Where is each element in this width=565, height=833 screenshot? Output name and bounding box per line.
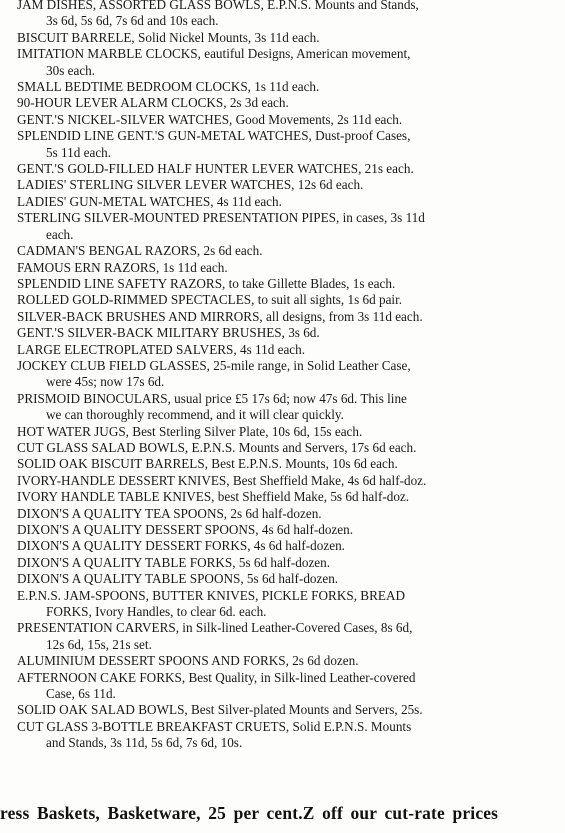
- advertisement-item: [0, 424, 565, 440]
- item-text: PRESENTATION CARVERS, in Silk-lined Leather-Covered Cases, 8s 6d,: [17, 620, 413, 636]
- advertisement-item: [0, 391, 565, 424]
- advertisement-item: [0, 653, 565, 669]
- item-text: SMALL BEDTIME BEDROOM CLOCKS, 1s 11d each.: [17, 79, 320, 95]
- advertisement-item: [0, 358, 565, 391]
- item-text: JAM DISHES, ASSORTED GLASS BOWLS, E.P.N.S. Mounts and Stands,: [17, 0, 419, 12]
- advertisement-item: [0, 440, 565, 456]
- advertisement-item: [0, 571, 565, 587]
- advertisement-item: [0, 194, 565, 210]
- item-text: DIXON'S A QUALITY DESSERT SPOONS, 4s 6d half-dozen.: [17, 522, 354, 537]
- advertisement-item: [0, 95, 565, 111]
- advertisement-item: [0, 260, 565, 276]
- advertisement-item: [0, 620, 565, 653]
- item-continuation: 5s 11d each.: [46, 144, 112, 160]
- advertisement-item: [0, 538, 565, 554]
- item-text: IMITATION MARBLE CLOCKS, eautiful Designs, American movement,: [17, 46, 411, 62]
- advertisement-item: [0, 276, 565, 292]
- item-text: JOCKEY CLUB FIELD GLASSES, 25-mile range, in Solid Leather Case,: [17, 357, 411, 373]
- advertisement-item: [0, 489, 565, 505]
- item-text: CUT GLASS SALAD BOWLS, E.P.N.S. Mounts and Servers, 17s 6d each.: [17, 439, 417, 455]
- advertisement-item: [0, 719, 565, 752]
- advertisement-item: [0, 325, 565, 341]
- item-continuation: each.: [46, 226, 74, 242]
- item-continuation: we can thoroughly recommend, and it will clear quickly.: [46, 407, 344, 423]
- advertisement-item: [0, 292, 565, 308]
- item-text: AFTERNOON CAKE FORKS, Best Quality, in Silk-lined Leather-covered: [17, 669, 416, 685]
- item-continuation: 12s 6d, 15s, 21s set.: [46, 636, 152, 652]
- advertisement-item: [0, 473, 565, 489]
- item-text: IVORY HANDLE TABLE KNIVES, best Sheffield Make, 5s 6d half-doz.: [17, 489, 410, 505]
- advertisement-item: [0, 506, 565, 522]
- advertisement-item: [0, 0, 565, 30]
- advertisement-item: [0, 702, 565, 718]
- item-text: LADIES' GUN-METAL WATCHES, 4s 11d each.: [17, 193, 282, 209]
- advertisement-item: [0, 588, 565, 621]
- item-continuation: FORKS, Ivory Handles, to clear 6d. each.: [46, 604, 267, 620]
- item-continuation: 3s 6d, 5s 6d, 7s 6d and 10s each.: [46, 13, 219, 29]
- item-text: LARGE ELECTROPLATED SALVERS, 4s 11d each.: [17, 341, 306, 357]
- item-text: CADMAN'S BENGAL RAZORS, 2s 6d each.: [17, 243, 263, 259]
- advertisement-item: [0, 210, 565, 243]
- item-text: ROLLED GOLD-RIMMED SPECTACLES, to suit all sights, 1s 6d pair.: [17, 292, 403, 308]
- item-text: SPLENDID LINE GENT.'S GUN-METAL WATCHES, Dust-proof Cases,: [17, 128, 411, 144]
- advertisement-item: [0, 112, 565, 128]
- item-text: GENT.'S NICKEL-SILVER WATCHES, Good Movements, 2s 11d each.: [17, 111, 403, 127]
- item-text: GENT.'S SILVER-BACK MILITARY BRUSHES, 3s 6d.: [17, 325, 320, 341]
- item-text: DIXON'S A QUALITY DESSERT FORKS, 4s 6d half-dozen.: [17, 538, 345, 554]
- item-text: LADIES' STERLING SILVER LEVER WATCHES, 12s 6d each.: [17, 177, 364, 193]
- item-text: STERLING SILVER-MOUNTED PRESENTATION PIPES, in cases, 3s 11d: [17, 210, 425, 226]
- item-text: DIXON'S A QUALITY TABLE FORKS, 5s 6d half-dozen.: [17, 554, 331, 570]
- footer-headline: ress Baskets, Basketware, 25 per cent.Z off our cut-rate prices: [0, 803, 499, 823]
- item-text: BISCUIT BARRELE, Solid Nickel Mounts, 3s 11d each.: [17, 29, 320, 45]
- advertisement-item: [0, 342, 565, 358]
- advertisement-item: [0, 161, 565, 177]
- item-continuation: were 45s; now 17s 6d.: [46, 374, 165, 390]
- advertisement-item: [0, 309, 565, 325]
- item-continuation: and Stands, 3s 11d, 5s 6d, 7s 6d, 10s.: [46, 735, 243, 751]
- advertisement-item: [0, 555, 565, 571]
- item-text: ALUMINIUM DESSERT SPOONS AND FORKS, 2s 6d dozen.: [17, 653, 359, 669]
- advertisement-item: [0, 128, 565, 161]
- advertisement-item: [0, 522, 565, 538]
- item-text: DIXON'S A QUALITY TEA SPOONS, 2s 6d half-dozen.: [17, 505, 322, 521]
- advertisement-item: [0, 670, 565, 703]
- item-text: PRISMOID BINOCULARS, usual price £5 17s 6d; now 47s 6d. This line: [17, 390, 407, 406]
- item-text: DIXON'S A QUALITY TABLE SPOONS, 5s 6d half-dozen.: [17, 571, 339, 587]
- item-text: E.P.N.S. JAM-SPOONS, BUTTER KNIVES, PICKLE FORKS, BREAD: [17, 587, 405, 603]
- item-text: SOLID OAK BISCUIT BARRELS, Best E.P.N.S. Mounts, 10s 6d each.: [17, 456, 398, 472]
- item-text: 90-HOUR LEVER ALARM CLOCKS, 2s 3d each.: [17, 95, 289, 111]
- advertisement-item: [0, 177, 565, 193]
- item-continuation: Case, 6s 11d.: [46, 686, 116, 702]
- advertisement-item: [0, 79, 565, 95]
- item-text: HOT WATER JUGS, Best Sterling Silver Plate, 10s 6d, 15s each.: [17, 423, 363, 439]
- advertisement-item: [0, 456, 565, 472]
- item-text: SPLENDID LINE SAFETY RAZORS, to take Gillette Blades, 1s each.: [17, 275, 396, 291]
- item-text: CUT GLASS 3-BOTTLE BREAKFAST CRUETS, Solid E.P.N.S. Mounts: [17, 718, 412, 734]
- advertisement-item: [0, 243, 565, 259]
- item-text: SILVER-BACK BRUSHES AND MIRRORS, all designs, from 3s 11d each.: [17, 308, 423, 324]
- advertisement-item: [0, 30, 565, 46]
- advertisement-item: [0, 46, 565, 79]
- item-continuation: 30s each.: [46, 62, 96, 78]
- item-text: SOLID OAK SALAD BOWLS, Best Silver-plated Mounts and Servers, 25s.: [17, 702, 423, 718]
- item-text: GENT.'S GOLD-FILLED HALF HUNTER LEVER WATCHES, 21s each.: [17, 161, 414, 177]
- item-text: IVORY-HANDLE DESSERT KNIVES, Best Sheffield Make, 4s 6d half-doz.: [17, 472, 427, 488]
- item-text: FAMOUS ERN RAZORS, 1s 11d each.: [17, 259, 228, 275]
